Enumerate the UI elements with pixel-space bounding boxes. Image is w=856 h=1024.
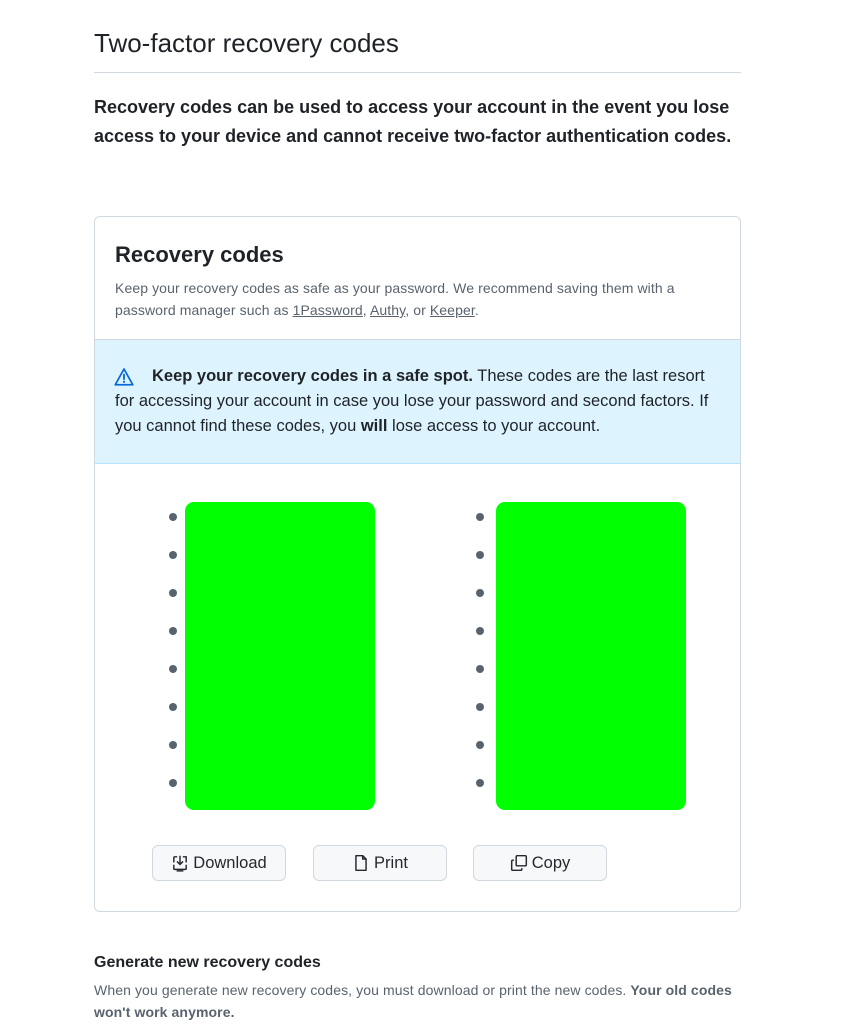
bullet-dot: [476, 513, 484, 521]
bullet-dot: [169, 779, 177, 787]
bullet-dot: [476, 551, 484, 559]
bullet-dot: [476, 741, 484, 749]
recovery-codes-title: Recovery codes: [115, 242, 284, 267]
bullet-dot: [476, 779, 484, 787]
bullet-dot: [476, 665, 484, 673]
generate-codes-description: When you generate new recovery codes, you must download or print the new codes. Your old codes won't work anymore.: [94, 982, 732, 1020]
page-content: [94, 0, 741, 1020]
download-icon: [171, 854, 189, 872]
copy-label: Copy: [531, 853, 571, 872]
print-label: Print: [374, 853, 408, 872]
recovery-codes-list: [95, 464, 740, 844]
bullet-dot: [476, 703, 484, 711]
bullet-dot: [476, 589, 484, 597]
bullet-dot: [169, 513, 177, 521]
bullet-dot: [169, 703, 177, 711]
download-label: Download: [193, 853, 267, 872]
bullet-dot: [169, 665, 177, 673]
bullet-dot: [169, 741, 177, 749]
redacted-codes-right: [496, 502, 686, 810]
link-authy[interactable]: Authy: [369, 302, 406, 318]
page-lead: Recovery codes can be used to access your account in the event you lose access to your device and cannot receive two-factor authentication codes.: [94, 97, 732, 146]
download-button[interactable]: [152, 845, 286, 881]
warning-flash: [95, 340, 740, 464]
recovery-codes-header: [95, 217, 740, 340]
copy-icon: [510, 854, 528, 872]
page-title: Two-factor recovery codes: [94, 0, 741, 73]
print-button[interactable]: [313, 845, 447, 881]
file-icon: [352, 854, 370, 872]
bullet-dot: [476, 627, 484, 635]
bullet-dot: [169, 589, 177, 597]
copy-button[interactable]: [473, 845, 607, 881]
warning-text: Keep your recovery codes in a safe spot. These codes are the last resort for accessing your account in case you lose your password and second factors. If you cannot find these codes, you will lose access to your account.: [115, 367, 709, 435]
bullet-dot: [169, 551, 177, 559]
generate-codes-title: Generate new recovery codes: [94, 954, 321, 971]
link-1password[interactable]: 1Password: [292, 302, 363, 318]
redacted-codes-left: [185, 502, 375, 810]
bullet-dot: [169, 627, 177, 635]
recovery-codes-box: [94, 216, 741, 912]
link-keeper[interactable]: Keeper: [429, 302, 475, 318]
recovery-codes-description: Keep your recovery codes as safe as your password. We recommend saving them with a password manager such as 1Password, Authy, or Keeper.: [115, 280, 675, 318]
